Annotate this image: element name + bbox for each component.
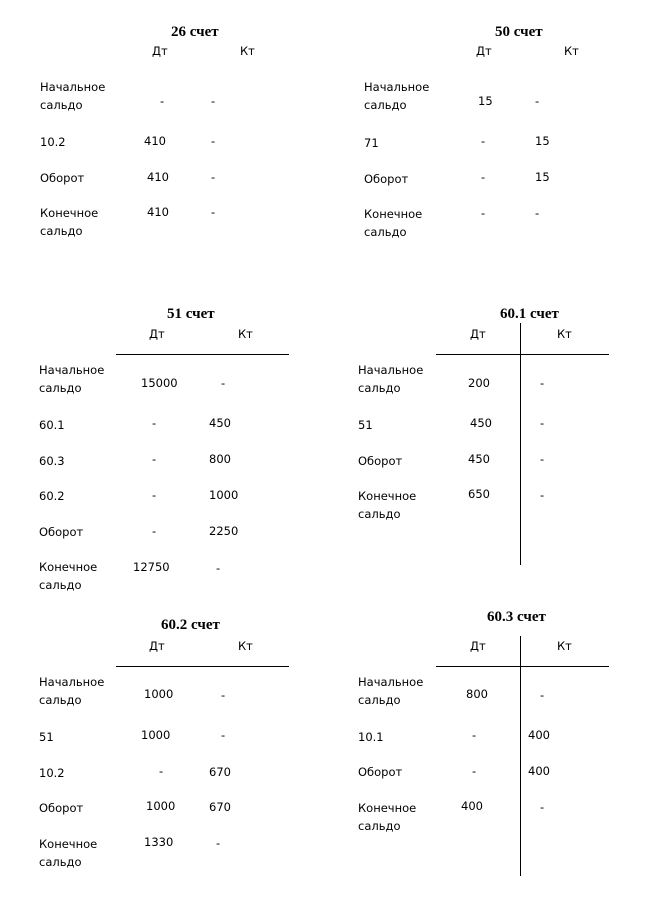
debit-value: - [160, 94, 165, 108]
row-label: 60.1 [39, 418, 65, 432]
t-account-rule [436, 666, 609, 667]
debit-header: Дт [152, 44, 168, 58]
row-label: Оборот [358, 454, 403, 468]
credit-value: 670 [209, 800, 231, 814]
debit-value: 12750 [133, 560, 170, 574]
debit-value: 410 [147, 205, 169, 219]
credit-value: 400 [528, 728, 550, 742]
debit-value: - [159, 764, 164, 778]
credit-value: - [211, 205, 216, 219]
row-label: Конечное сальдо [358, 801, 417, 833]
credit-value: - [216, 836, 221, 850]
credit-value: - [540, 376, 545, 390]
debit-value: 15 [478, 94, 493, 108]
debit-header: Дт [470, 639, 486, 653]
row-label: Конечное сальдо [358, 489, 417, 521]
credit-value: 400 [528, 764, 550, 778]
debit-header: Дт [476, 44, 492, 58]
debit-value: 410 [144, 134, 166, 148]
debit-value: 650 [468, 487, 490, 501]
debit-value: 450 [468, 452, 490, 466]
debit-value: 800 [466, 687, 488, 701]
debit-value: 1000 [141, 728, 171, 742]
credit-value: 15 [535, 134, 550, 148]
debit-value: 200 [468, 376, 490, 390]
debit-header: Дт [149, 327, 165, 341]
credit-header: Кт [557, 639, 572, 653]
row-label: Начальное сальдо [364, 80, 430, 112]
debit-value: 1330 [144, 835, 174, 849]
row-label: 10.2 [39, 766, 65, 780]
debit-value: - [481, 134, 486, 148]
credit-value: - [221, 728, 226, 742]
row-label: Оборот [40, 171, 85, 185]
t-account-rule [436, 354, 609, 355]
row-label: Начальное сальдо [39, 363, 105, 395]
row-label: Начальное сальдо [40, 80, 106, 112]
row-label: 60.3 [39, 454, 65, 468]
t-account-divider [520, 636, 521, 876]
credit-value: - [540, 452, 545, 466]
t-account-rule [116, 666, 289, 667]
row-label: Оборот [39, 801, 84, 815]
row-label: Конечное сальдо [39, 837, 98, 869]
credit-value: - [221, 376, 226, 390]
debit-header: Дт [470, 327, 486, 341]
row-label: Начальное сальдо [358, 675, 424, 707]
credit-value: - [211, 170, 216, 184]
debit-value: 410 [147, 170, 169, 184]
credit-header: Кт [238, 639, 253, 653]
account-title: 26 счет [171, 24, 219, 40]
account-title: 50 счет [495, 24, 543, 40]
debit-header: Дт [149, 639, 165, 653]
debit-value: 450 [470, 416, 492, 430]
account-title: 60.3 счет [487, 609, 546, 625]
credit-value: - [211, 94, 216, 108]
row-label: 10.1 [358, 730, 384, 744]
debit-value: 15000 [141, 376, 178, 390]
credit-value: 450 [209, 416, 231, 430]
credit-value: 1000 [209, 488, 239, 502]
credit-value: - [221, 688, 226, 702]
row-label: Оборот [358, 765, 403, 779]
credit-value: - [540, 800, 545, 814]
credit-value: - [540, 488, 545, 502]
account-title: 60.2 счет [161, 617, 220, 633]
credit-value: - [540, 688, 545, 702]
credit-value: 2250 [209, 524, 239, 538]
debit-value: 1000 [144, 687, 174, 701]
debit-value: - [152, 416, 157, 430]
debit-value: 1000 [146, 799, 176, 813]
row-label: 10.2 [40, 135, 66, 149]
credit-value: - [535, 206, 540, 220]
debit-value: - [472, 728, 477, 742]
credit-header: Кт [564, 44, 579, 58]
credit-value: 800 [209, 452, 231, 466]
credit-value: - [216, 561, 221, 575]
row-label: 60.2 [39, 489, 65, 503]
row-label: Оборот [39, 525, 84, 539]
credit-header: Кт [240, 44, 255, 58]
row-label: 71 [364, 136, 379, 150]
debit-value: - [472, 764, 477, 778]
row-label: 51 [358, 418, 373, 432]
t-account-divider [520, 323, 521, 565]
row-label: Конечное сальдо [364, 207, 423, 239]
credit-header: Кт [238, 327, 253, 341]
row-label: Конечное сальдо [40, 206, 99, 238]
row-label: Оборот [364, 172, 409, 186]
debit-value: - [152, 452, 157, 466]
row-label: 51 [39, 730, 54, 744]
credit-value: 15 [535, 170, 550, 184]
account-title: 60.1 счет [500, 306, 559, 322]
debit-value: - [152, 488, 157, 502]
account-title: 51 счет [167, 306, 215, 322]
credit-value: 670 [209, 765, 231, 779]
row-label: Начальное сальдо [358, 363, 424, 395]
credit-value: - [211, 134, 216, 148]
row-label: Начальное сальдо [39, 675, 105, 707]
row-label: Конечное сальдо [39, 560, 98, 592]
credit-value: - [535, 94, 540, 108]
t-account-rule [116, 354, 289, 355]
debit-value: - [481, 206, 486, 220]
credit-header: Кт [557, 327, 572, 341]
debit-value: 400 [461, 799, 483, 813]
debit-value: - [481, 170, 486, 184]
credit-value: - [540, 416, 545, 430]
debit-value: - [152, 524, 157, 538]
